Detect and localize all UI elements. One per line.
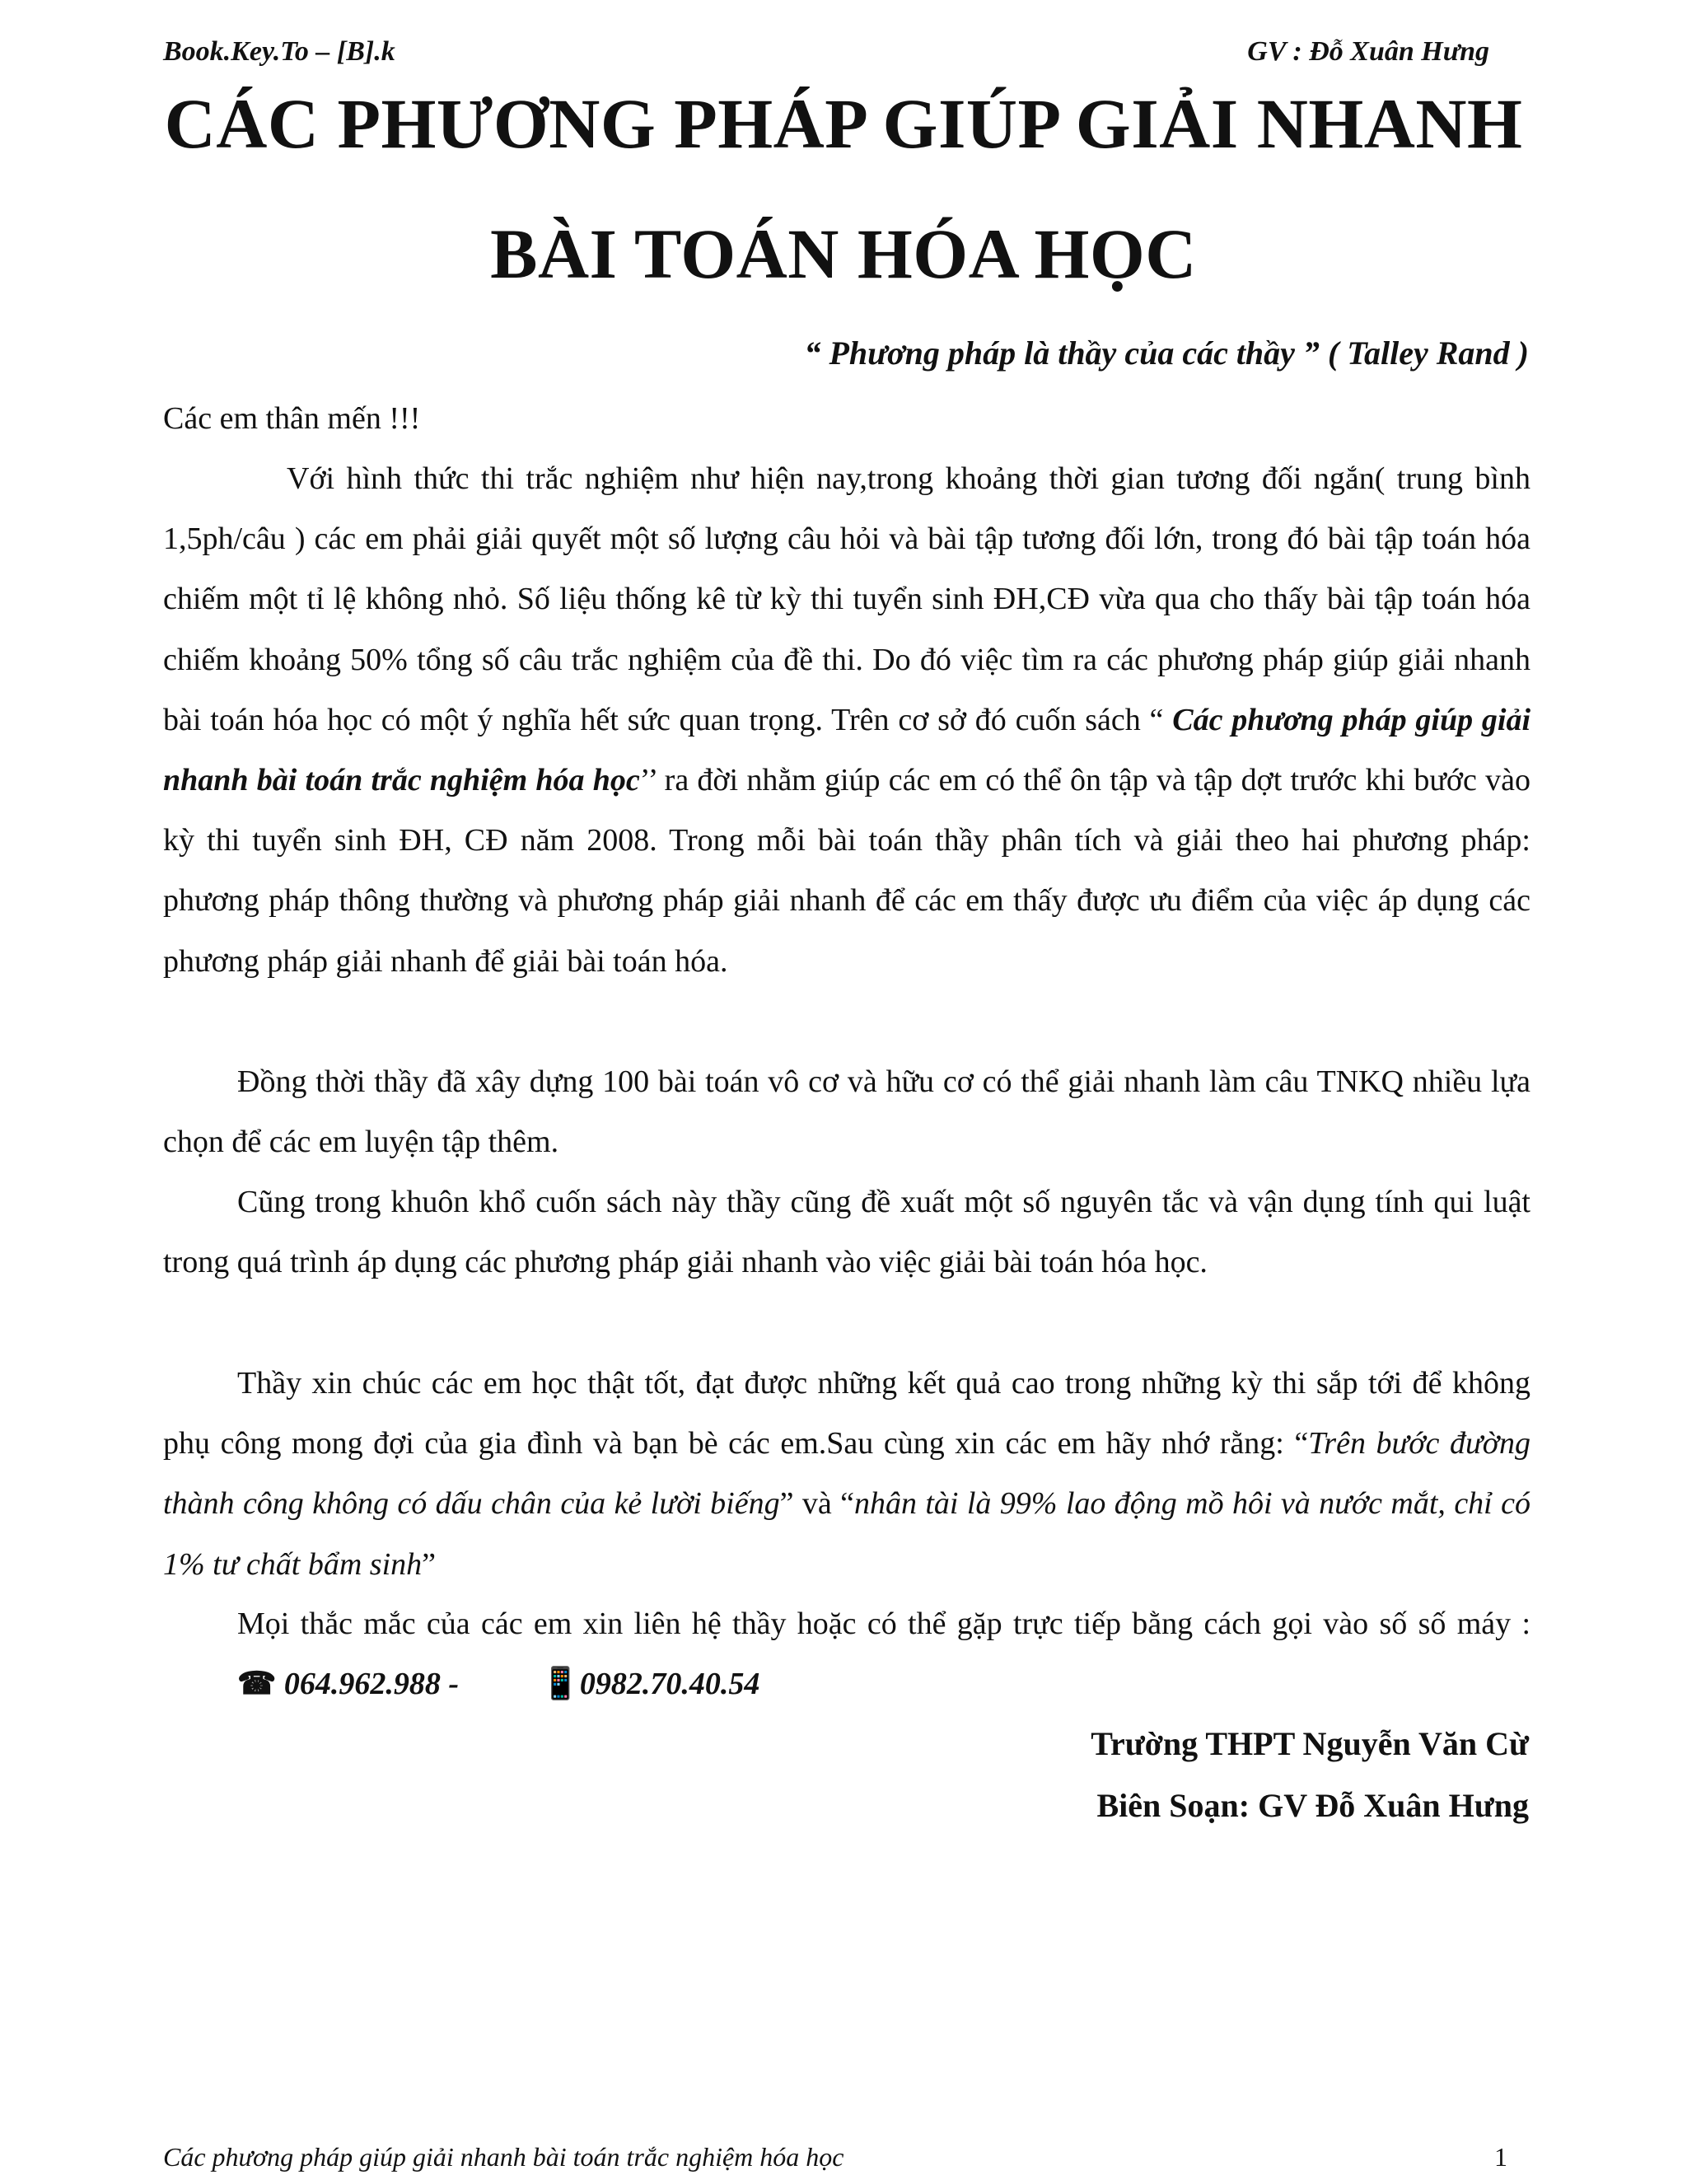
epigraph-author: ( Talley Rand ) — [1319, 334, 1529, 372]
quote-1: Trên bước đường thành công không có dấu chân của kẻ lười biếng — [163, 1426, 1530, 1522]
paragraph-1-text-b: ’’ ra đời nhằm giúp các em có thể ôn tập và tập dợt trước khi bước vào kỳ thi tuyển sinh ĐH, CĐ năm 2008. Trong mỗi bài toán thầy phân tích và giải theo hai phương pháp: phương pháp thông thường và phương pháp giải nhanh để các em thấy được ưu điểm của việc áp dụng các phương pháp giải nhanh để giải bài toán hóa. — [163, 763, 1530, 979]
mobile-number: 0982.70.40.54 — [579, 1667, 760, 1702]
title-line-1: CÁC PHƯƠNG PHÁP GIÚP GIẢI NHANH — [164, 84, 1523, 163]
epigraph — [804, 334, 1529, 372]
book-title: Các phương pháp giúp giải nhanh bài toán trắc nghiệm hóa học — [163, 702, 1531, 798]
phone-icon: ☎ — [237, 1667, 277, 1702]
quote-close: ” — [422, 1546, 437, 1582]
paragraph-5-text: Mọi thắc mắc của các em xin liên hệ thầy hoặc có thể gặp trực tiếp bằng cách gọi vào số số máy : — [237, 1606, 1530, 1641]
header-left: Book.Key.To – [B].k — [163, 36, 395, 67]
header-right: GV : Đỗ Xuân Hưng — [1247, 36, 1489, 67]
page-number: 1 — [1494, 2142, 1507, 2172]
paragraph-4 — [163, 1354, 1530, 1595]
epigraph-quote: “ Phương pháp là thầy của các thầy ” — [804, 334, 1320, 372]
paragraph-1 — [163, 449, 1530, 992]
paragraph-2: Đồng thời thầy đã xây dựng 100 bài toán vô cơ và hữu cơ có thể giải nhanh làm câu TNKQ nhiều lựa chọn để các em luyện tập thêm. — [163, 1064, 1530, 1160]
footer-title: Các phương pháp giúp giải nhanh bài toán trắc nghiệm hóa học — [163, 2142, 844, 2172]
paragraph-5 — [163, 1594, 1530, 1714]
phone-number: 064.962.988 - — [276, 1667, 467, 1702]
quote-separator: ” và “ — [779, 1486, 854, 1522]
quote-2: nhân tài là 99% lao động mồ hôi và nước mắt, chỉ có 1% tư chất bẩm sinh — [163, 1486, 1530, 1582]
greeting: Các em thân mến !!! — [163, 401, 421, 436]
signature-school: Trường THPT Nguyễn Văn Cừ — [1091, 1725, 1529, 1762]
contact-numbers — [163, 1667, 759, 1701]
paragraph-3: Cũng trong khuôn khổ cuốn sách này thầy cũng đề xuất một số nguyên tắc và vận dụng tính qui luật trong quá trình áp dụng các phương pháp giải nhanh vào việc giải bài toán hóa học. — [163, 1185, 1530, 1280]
title-line-2: BÀI TOÁN HÓA HỌC — [490, 214, 1197, 293]
signature-author: Biên Soạn: GV Đỗ Xuân Hưng — [1096, 1787, 1529, 1824]
paragraph-1-text-a: Với hình thức thi trắc nghiệm như hiện nay,trong khoảng thời gian tương đối ngắn( trung bình 1,5ph/câu ) các em phải giải quyết một số lượng câu hỏi và bài tập tương đối lớn, trong đó bài tập toán hóa chiếm một tỉ lệ không nhỏ. Số liệu thống kê từ kỳ thi tuyển sinh ĐH,CĐ vừa qua cho thấy bài tập toán hóa chiếm khoảng 50% tổng số câu trắc nghiệm của đề thi. Do đó việc tìm ra các phương pháp giúp giải nhanh bài toán hóa học có một ý nghĩa hết sức quan trọng. Trên cơ sở đó cuốn sách “ — [163, 461, 1530, 737]
paragraph-4-text-a: Thầy xin chúc các em học thật tốt, đạt được những kết quả cao trong những kỳ thi sắp tới để không phụ công mong đợi của gia đình và bạn bè các em.Sau cùng xin các em hãy nhớ rằng: “ — [163, 1366, 1530, 1461]
mobile-phone-icon: 📱 — [540, 1667, 580, 1702]
